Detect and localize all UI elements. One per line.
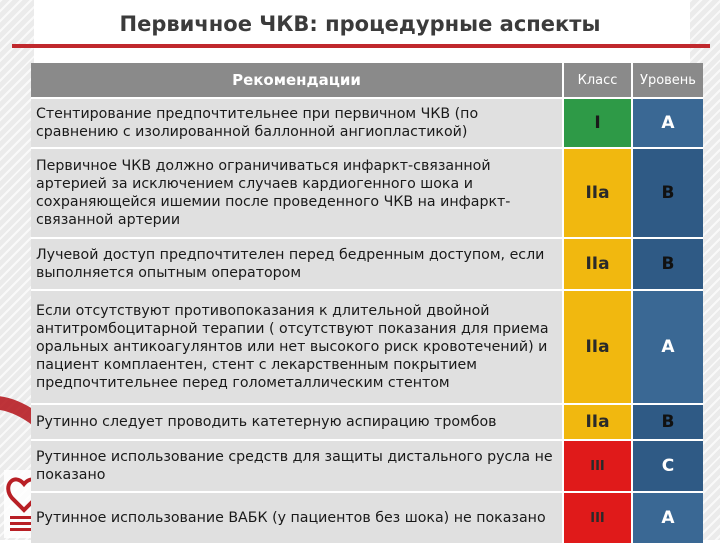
level-badge: C bbox=[633, 441, 703, 491]
slide-title: Первичное ЧКВ: процедурные аспекты bbox=[119, 12, 601, 36]
header-recommendations: Рекомендации bbox=[31, 63, 564, 97]
level-badge: B bbox=[633, 149, 703, 237]
recommendations-table bbox=[31, 63, 703, 545]
class-badge: IIa bbox=[564, 149, 633, 237]
table-row bbox=[31, 291, 703, 405]
level-badge: A bbox=[633, 291, 703, 403]
title-underline bbox=[12, 44, 710, 48]
table-row bbox=[31, 441, 703, 493]
left-decorative-border bbox=[0, 0, 34, 540]
class-badge: III bbox=[564, 493, 633, 543]
table-row bbox=[31, 493, 703, 545]
recommendation-text: Лучевой доступ предпочтителен перед бедренным доступом, если выполняется опытным оператором bbox=[31, 239, 564, 289]
level-badge: A bbox=[633, 99, 703, 147]
recommendation-text: Если отсутствуют противопоказания к длительной двойной антитромбоцитарной терапии ( отсутствуют показания для приема оральных антикоагулянтов или нет высокого риск кровотечений) и пациент комплаентен, стент с лекарственным покрытием предпочтительнее перед голометаллическим стентом bbox=[31, 291, 564, 403]
level-badge: A bbox=[633, 493, 703, 543]
level-badge: B bbox=[633, 239, 703, 289]
table-row bbox=[31, 149, 703, 239]
recommendation-text: Первичное ЧКВ должно ограничиваться инфаркт-связанной артерией за исключением случаев кардиогенного шока и сохраняющейся ишемии после проведенного ЧКВ на инфаркт-связанной артерии bbox=[31, 149, 564, 237]
recommendation-text: Стентирование предпочтительнее при первичном ЧКВ (по сравнению с изолированной баллонной ангиопластикой) bbox=[31, 99, 564, 147]
recommendation-text: Рутинное использование средств для защиты дистального русла не показано bbox=[31, 441, 564, 491]
recommendation-text: Рутинное использование ВАБК (у пациентов без шока) не показано bbox=[31, 493, 564, 543]
table-row bbox=[31, 405, 703, 441]
header-level: Уровень bbox=[633, 63, 703, 97]
class-badge: IIa bbox=[564, 291, 633, 403]
level-badge: B bbox=[633, 405, 703, 439]
class-badge: III bbox=[564, 441, 633, 491]
table-row bbox=[31, 99, 703, 149]
table-header-row bbox=[31, 63, 703, 99]
class-badge: I bbox=[564, 99, 633, 147]
class-badge: IIa bbox=[564, 405, 633, 439]
class-badge: IIa bbox=[564, 239, 633, 289]
recommendation-text: Рутинно следует проводить катетерную аспирацию тромбов bbox=[31, 405, 564, 439]
header-class: Класс bbox=[564, 63, 633, 97]
table-row bbox=[31, 239, 703, 291]
